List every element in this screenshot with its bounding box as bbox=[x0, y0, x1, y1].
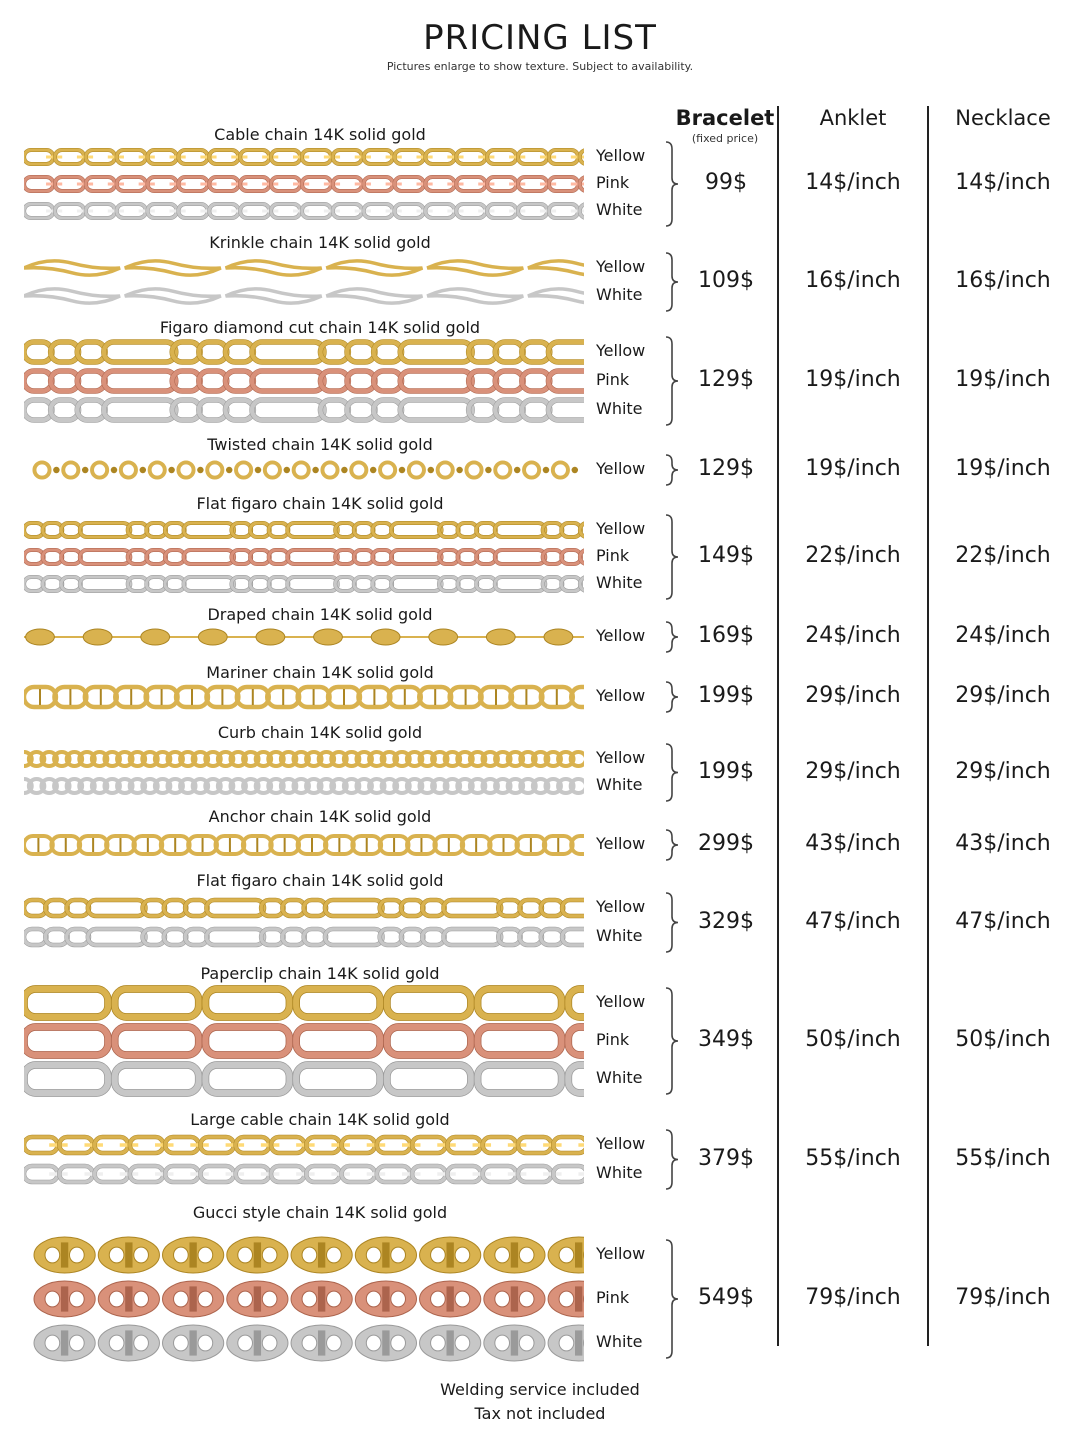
chain-strand-yellow bbox=[24, 342, 584, 362]
footer-tax-note: Tax not included bbox=[474, 1404, 606, 1423]
price-bracelet: 329$ bbox=[698, 908, 754, 934]
color-label: Yellow bbox=[596, 146, 646, 165]
chain-illustration bbox=[24, 142, 584, 226]
chain-strand-yellow bbox=[24, 900, 584, 916]
column-header-necklace: Necklace bbox=[955, 106, 1051, 130]
chain-name: Flat figaro chain 14K solid gold bbox=[196, 871, 444, 890]
color-label: Yellow bbox=[596, 341, 646, 360]
price-bracelet: 199$ bbox=[698, 683, 754, 708]
chain-strand-yellow bbox=[24, 752, 584, 766]
color-label: White bbox=[596, 573, 643, 592]
color-label: Yellow bbox=[596, 519, 646, 538]
price-necklace: 16$/inch bbox=[955, 268, 1051, 293]
color-label: Pink bbox=[596, 1030, 630, 1049]
chain-image bbox=[24, 334, 584, 428]
color-label: White bbox=[596, 775, 643, 794]
price-bracelet: 149$ bbox=[698, 543, 754, 568]
color-label: Yellow bbox=[596, 459, 646, 478]
chain-name: Anchor chain 14K solid gold bbox=[208, 807, 432, 826]
chain-image bbox=[24, 1229, 584, 1369]
chain-illustration bbox=[24, 679, 584, 715]
color-label: White bbox=[596, 926, 643, 945]
chain-strand-white bbox=[24, 289, 584, 303]
color-label: White bbox=[596, 285, 643, 304]
color-label: White bbox=[596, 399, 643, 418]
footer-welding-note: Welding service included bbox=[440, 1380, 640, 1399]
price-bracelet: 549$ bbox=[698, 1285, 754, 1310]
color-label: Yellow bbox=[596, 1134, 646, 1153]
price-bracelet: 129$ bbox=[698, 367, 754, 392]
chain-illustration bbox=[24, 515, 584, 599]
color-label: White bbox=[596, 1068, 643, 1087]
price-bracelet: 199$ bbox=[698, 758, 754, 784]
chain-illustration bbox=[24, 252, 584, 312]
chain-strand-white bbox=[24, 204, 584, 218]
price-bracelet: 109$ bbox=[698, 268, 754, 293]
chain-strand-yellow bbox=[34, 462, 578, 477]
color-label: Yellow bbox=[596, 1244, 646, 1263]
price-anklet: 50$/inch bbox=[805, 1027, 901, 1052]
color-label: White bbox=[596, 1163, 643, 1182]
chain-strand-pink bbox=[24, 550, 584, 564]
price-anklet: 47$/inch bbox=[805, 908, 901, 934]
color-label: White bbox=[596, 1332, 643, 1351]
price-necklace: 29$/inch bbox=[955, 683, 1051, 708]
chain-strand-white bbox=[24, 577, 584, 591]
chain-strand-yellow bbox=[24, 261, 584, 275]
chain-strand-pink bbox=[24, 371, 584, 391]
color-label: Yellow bbox=[596, 257, 646, 276]
price-necklace: 14$/inch bbox=[955, 170, 1051, 195]
chain-strand-white bbox=[24, 1065, 584, 1093]
color-label: Pink bbox=[596, 370, 630, 389]
price-bracelet: 129$ bbox=[698, 456, 754, 481]
chain-illustration bbox=[24, 453, 584, 487]
chain-strand-white bbox=[24, 779, 584, 793]
chain-name: Curb chain 14K solid gold bbox=[217, 723, 423, 742]
page-subtitle: Pictures enlarge to show texture. Subject to availability. bbox=[386, 60, 694, 73]
column-header-bracelet: Bracelet bbox=[675, 106, 775, 130]
page-title: PRICING LIST bbox=[423, 18, 657, 58]
price-bracelet: 299$ bbox=[698, 831, 754, 856]
chain-strand-yellow bbox=[34, 1237, 584, 1273]
chain-illustration bbox=[24, 621, 584, 653]
price-anklet: 14$/inch bbox=[805, 170, 901, 195]
chain-name: Mariner chain 14K solid gold bbox=[206, 663, 434, 682]
chain-illustration bbox=[24, 981, 584, 1101]
price-anklet: 43$/inch bbox=[805, 831, 901, 856]
price-anklet: 79$/inch bbox=[805, 1285, 901, 1310]
color-label: Yellow bbox=[596, 897, 646, 916]
price-anklet: 19$/inch bbox=[805, 367, 901, 392]
column-note-fixed-price: (fixed price) bbox=[691, 132, 759, 145]
chain-image bbox=[24, 621, 584, 653]
price-necklace: 43$/inch bbox=[955, 831, 1051, 856]
chain-name: Large cable chain 14K solid gold bbox=[190, 1110, 450, 1129]
chain-name: Gucci style chain 14K solid gold bbox=[192, 1203, 448, 1222]
chain-strand-pink bbox=[24, 177, 584, 191]
price-necklace: 29$/inch bbox=[955, 758, 1051, 784]
color-label: Pink bbox=[596, 173, 630, 192]
chain-image bbox=[24, 892, 584, 953]
column-header-anklet: Anklet bbox=[819, 106, 887, 130]
price-necklace: 55$/inch bbox=[955, 1145, 1051, 1171]
chain-illustration bbox=[24, 1229, 584, 1369]
chain-image bbox=[24, 744, 584, 801]
color-label: Pink bbox=[596, 1288, 630, 1307]
chain-illustration bbox=[24, 892, 584, 953]
chain-strand-yellow bbox=[24, 989, 584, 1017]
color-label: Yellow bbox=[596, 686, 646, 705]
chain-image bbox=[24, 142, 584, 226]
price-anklet: 16$/inch bbox=[805, 268, 901, 293]
chain-image bbox=[24, 252, 584, 312]
price-necklace: 47$/inch bbox=[955, 908, 1051, 934]
price-anklet: 22$/inch bbox=[805, 543, 901, 568]
chain-illustration bbox=[24, 828, 584, 862]
chain-name: Figaro diamond cut chain 14K solid gold bbox=[159, 318, 481, 337]
chain-image bbox=[24, 981, 584, 1101]
chain-image bbox=[24, 679, 584, 715]
color-label: Yellow bbox=[596, 748, 646, 767]
chain-name: Cable chain 14K solid gold bbox=[214, 125, 426, 144]
chain-image bbox=[24, 828, 584, 862]
color-label: Yellow bbox=[596, 834, 646, 853]
chain-strand-white bbox=[24, 1166, 584, 1182]
chain-image bbox=[24, 1129, 584, 1190]
chain-strand-yellow bbox=[24, 150, 584, 164]
chain-illustration bbox=[24, 334, 584, 428]
price-necklace: 79$/inch bbox=[955, 1285, 1051, 1310]
price-bracelet: 379$ bbox=[698, 1145, 754, 1171]
chain-illustration bbox=[24, 744, 584, 801]
chain-strand-white bbox=[24, 929, 584, 945]
chain-strand-yellow bbox=[24, 836, 584, 854]
price-anklet: 55$/inch bbox=[805, 1145, 901, 1171]
chain-strand-white bbox=[24, 400, 584, 420]
chain-name: Twisted chain 14K solid gold bbox=[207, 435, 433, 454]
chain-illustration bbox=[24, 1129, 584, 1190]
price-bracelet: 169$ bbox=[698, 623, 754, 648]
price-anklet: 29$/inch bbox=[805, 683, 901, 708]
price-anklet: 19$/inch bbox=[805, 456, 901, 481]
price-bracelet: 349$ bbox=[698, 1027, 754, 1052]
color-label: Pink bbox=[596, 546, 630, 565]
price-anklet: 29$/inch bbox=[805, 758, 901, 784]
price-bracelet: 99$ bbox=[705, 170, 747, 195]
price-anklet: 24$/inch bbox=[805, 623, 901, 648]
chain-strand-yellow bbox=[24, 629, 584, 645]
color-label: White bbox=[596, 200, 643, 219]
chain-strand-pink bbox=[34, 1281, 584, 1317]
chain-image bbox=[24, 515, 584, 599]
chain-name: Krinkle chain 14K solid gold bbox=[209, 233, 431, 252]
price-necklace: 24$/inch bbox=[955, 623, 1051, 648]
price-necklace: 19$/inch bbox=[955, 456, 1051, 481]
chain-name: Paperclip chain 14K solid gold bbox=[200, 964, 440, 983]
chain-image bbox=[24, 453, 584, 487]
price-necklace: 22$/inch bbox=[955, 543, 1051, 568]
chain-strand-yellow bbox=[24, 523, 584, 537]
price-necklace: 19$/inch bbox=[955, 367, 1051, 392]
chain-strand-yellow bbox=[24, 687, 584, 707]
chain-strand-white bbox=[34, 1325, 584, 1361]
color-label: Yellow bbox=[596, 626, 646, 645]
chain-strand-pink bbox=[24, 1027, 584, 1055]
chain-name: Draped chain 14K solid gold bbox=[207, 605, 433, 624]
color-label: Yellow bbox=[596, 992, 646, 1011]
price-necklace: 50$/inch bbox=[955, 1027, 1051, 1052]
chain-strand-yellow bbox=[24, 1137, 584, 1153]
chain-name: Flat figaro chain 14K solid gold bbox=[196, 494, 444, 513]
